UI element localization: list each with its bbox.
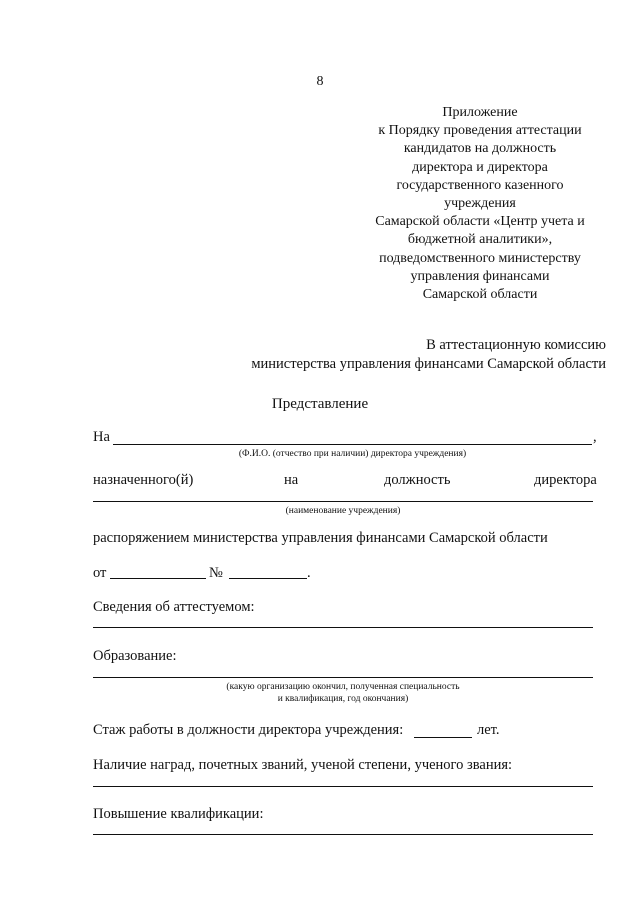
addressee-block <box>236 336 606 374</box>
qualification-field[interactable] <box>93 834 593 835</box>
to-comma: , <box>593 429 597 445</box>
number-sign: № <box>209 565 223 581</box>
document-title: Представление <box>271 396 369 412</box>
appendix-line: подведомственного министерству <box>379 250 581 266</box>
appendix-header <box>360 104 600 304</box>
appendix-line: директора и директора <box>412 159 548 175</box>
order-text: распоряжением министерства управления финансами Самарской области <box>93 530 548 546</box>
addressee-line-2: министерства управления финансами Самарской области <box>251 356 606 372</box>
institution-hint: (наименование учреждения) <box>285 506 401 516</box>
appendix-line: учреждения <box>444 196 516 212</box>
to-label: На <box>93 429 110 445</box>
addressee-line-1: В аттестационную комиссию <box>426 337 606 353</box>
fio-field[interactable] <box>113 444 592 445</box>
appointed-word: директора <box>534 472 597 488</box>
education-hint-2: и квалификация, год окончания) <box>277 694 409 704</box>
order-date-field[interactable] <box>110 578 206 579</box>
appointed-word: должность <box>384 472 451 488</box>
education-label: Образование: <box>93 648 177 664</box>
experience-label: Стаж работы в должности директора учреждения: <box>93 722 404 738</box>
period: . <box>307 565 311 581</box>
education-field[interactable] <box>93 677 593 678</box>
institution-field[interactable] <box>93 501 593 502</box>
appendix-line: к Порядку проведения аттестации <box>378 123 582 139</box>
appendix-line: управления финансами <box>410 268 550 284</box>
fio-hint: (Ф.И.О. (отчество при наличии) директора учреждения) <box>238 449 467 459</box>
appendix-line: Самарской области «Центр учета и <box>375 214 585 230</box>
education-hint-1: (какую организацию окончил, полученная специальность <box>226 682 460 692</box>
experience-unit: лет. <box>477 722 500 738</box>
experience-field[interactable] <box>414 737 472 738</box>
appendix-line: Самарской области <box>422 287 538 303</box>
appointed-word: на <box>284 472 299 488</box>
appendix-line: государственного казенного <box>396 177 564 193</box>
appendix-line: бюджетной аналитики», <box>407 232 553 248</box>
awards-label: Наличие наград, почетных званий, ученой степени, ученого звания: <box>93 757 513 773</box>
order-number-field[interactable] <box>229 578 307 579</box>
qualification-label: Повышение квалификации: <box>93 806 264 822</box>
from-label: от <box>93 565 107 581</box>
info-field[interactable] <box>93 627 593 628</box>
appendix-line: Приложение <box>442 105 518 120</box>
awards-field[interactable] <box>93 786 593 787</box>
appointed-word: назначенного(й) <box>93 472 194 488</box>
page-number: 8 <box>316 74 324 89</box>
info-label: Сведения об аттестуемом: <box>93 599 255 615</box>
appendix-line: кандидатов на должность <box>403 141 557 157</box>
